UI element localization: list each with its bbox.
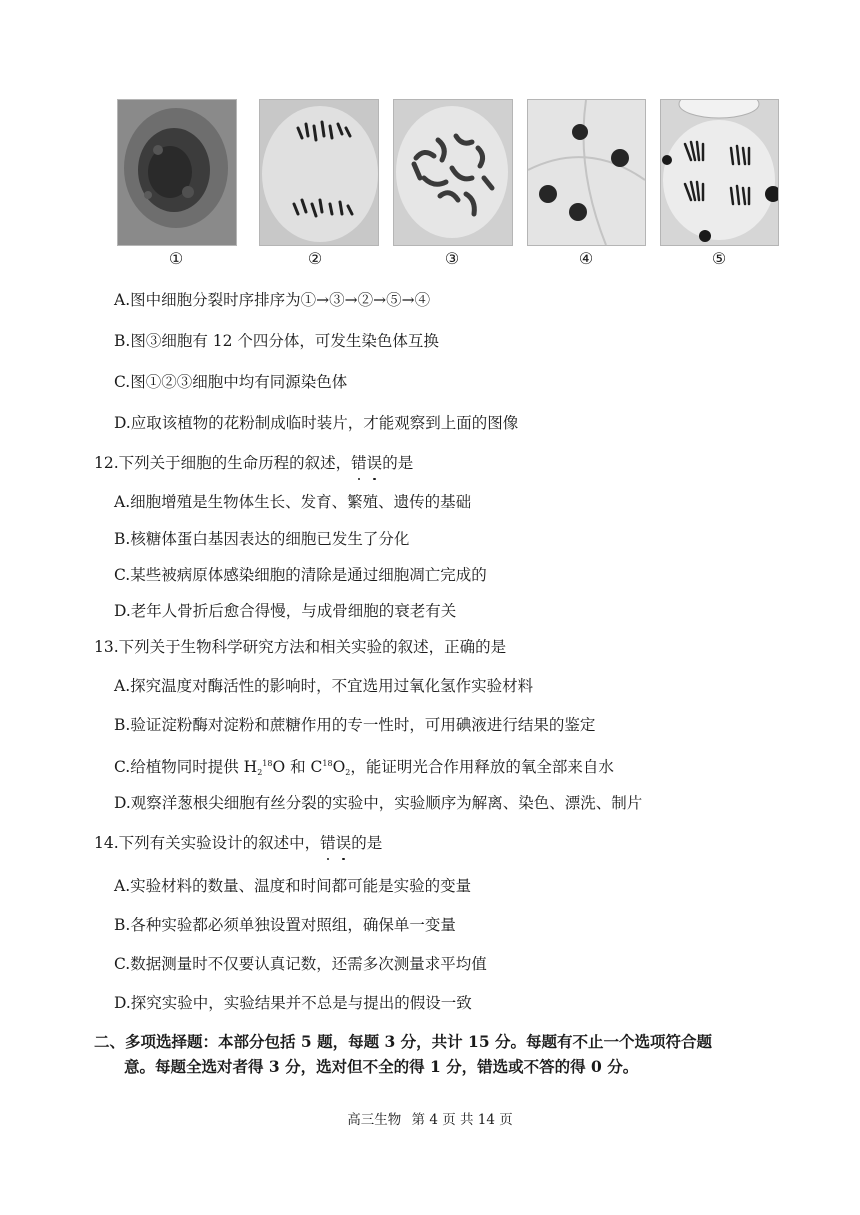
q14-option-d: D.探究实验中，实验结果并不总是与提出的假设一致 [114, 994, 472, 1012]
q12-option-c: C.某些被病原体感染细胞的清除是通过细胞凋亡完成的 [114, 566, 487, 584]
q11-option-c: C.图①②③细胞中均有同源染色体 [114, 373, 348, 391]
q13-c-sub2: 2 [345, 768, 351, 777]
q11-option-a: A.图中细胞分裂时序排序为①→③→②→⑤→④ [114, 291, 431, 309]
q13-c-part4: ，能证明光合作用释放的氧全部来自水 [350, 758, 614, 776]
page-footer [0, 1108, 860, 1128]
q12-option-a: A.细胞增殖是生物体生长、发育、繁殖、遗传的基础 [114, 493, 472, 511]
q13-option-b: B.验证淀粉酶对淀粉和蔗糖作用的专一性时，可用碘液进行结果的鉴定 [114, 716, 596, 734]
figure-label-2: ② [307, 249, 323, 268]
q13-c-sup1: 18 [262, 759, 273, 768]
q13-option-a: A.探究温度对酶活性的影响时，不宜选用过氧化氢作实验材料 [114, 677, 534, 695]
micrograph-5 [660, 99, 779, 246]
figure-label-1: ① [168, 249, 184, 268]
q13-stem: 13.下列关于生物科学研究方法和相关实验的叙述，正确的是 [94, 638, 507, 656]
q12-option-d: D.老年人骨折后愈合得慢，与成骨细胞的衰老有关 [114, 602, 457, 620]
micrograph-3 [393, 99, 513, 246]
q13-c-sup2: 18 [322, 759, 333, 768]
q14-stem [94, 832, 382, 854]
q11-option-d: D.应取该植物的花粉制成临时装片，才能观察到上面的图像 [114, 414, 519, 432]
micrograph-1 [117, 99, 237, 246]
q14-stem-prefix: 14.下列有关实验设计的叙述中， [94, 834, 321, 852]
q13-c-part2: O 和 C [272, 758, 323, 776]
q11-option-b: B.图③细胞有 12 个四分体，可发生染色体互换 [114, 332, 439, 350]
section2-line2: 意。每题全选对者得 3 分，选对但不全的得 1 分，错选或不答的得 0 分。 [124, 1057, 639, 1076]
q12-emphasis-2: 误 [366, 454, 383, 472]
footer-subject: 高三生物 [347, 1112, 402, 1128]
q14-option-b: B.各种实验都必须单独设置对照组，确保单一变量 [114, 916, 456, 934]
q14-emphasis-2: 误 [335, 834, 352, 852]
micrograph-4 [527, 99, 646, 246]
q13-c-part3: O [332, 758, 346, 776]
figure-label-4: ④ [578, 249, 594, 268]
q13-c-sub1: 2 [257, 768, 263, 777]
q12-stem-suffix: 的是 [382, 454, 414, 472]
q13-option-c [114, 753, 614, 784]
q14-option-c: C.数据测量时不仅要认真记数，还需多次测量求平均值 [114, 955, 487, 973]
q14-emphasis-1: 错 [320, 834, 336, 852]
q13-c-part1: C.给植物同时提供 H [114, 758, 258, 776]
footer-page-number: 第 4 页 共 14 页 [411, 1112, 513, 1128]
q14-stem-suffix: 的是 [351, 834, 383, 852]
section2-line1: 二、多项选择题：本部分包括 5 题，每题 3 分，共计 15 分。每题有不止一个选项符合题 [94, 1032, 713, 1051]
q12-stem-prefix: 12.下列关于细胞的生命历程的叙述， [94, 454, 352, 472]
figure-label-5: ⑤ [711, 249, 727, 268]
q13-option-d: D.观察洋葱根尖细胞有丝分裂的实验中，实验顺序为解离、染色、漂洗、制片 [114, 794, 643, 812]
q12-stem [94, 452, 413, 474]
micrograph-2 [259, 99, 379, 246]
figure-label-3: ③ [444, 249, 460, 268]
q14-option-a: A.实验材料的数量、温度和时间都可能是实验的变量 [114, 877, 472, 895]
q12-emphasis-1: 错 [351, 454, 367, 472]
q12-option-b: B.核糖体蛋白基因表达的细胞已发生了分化 [114, 530, 410, 548]
